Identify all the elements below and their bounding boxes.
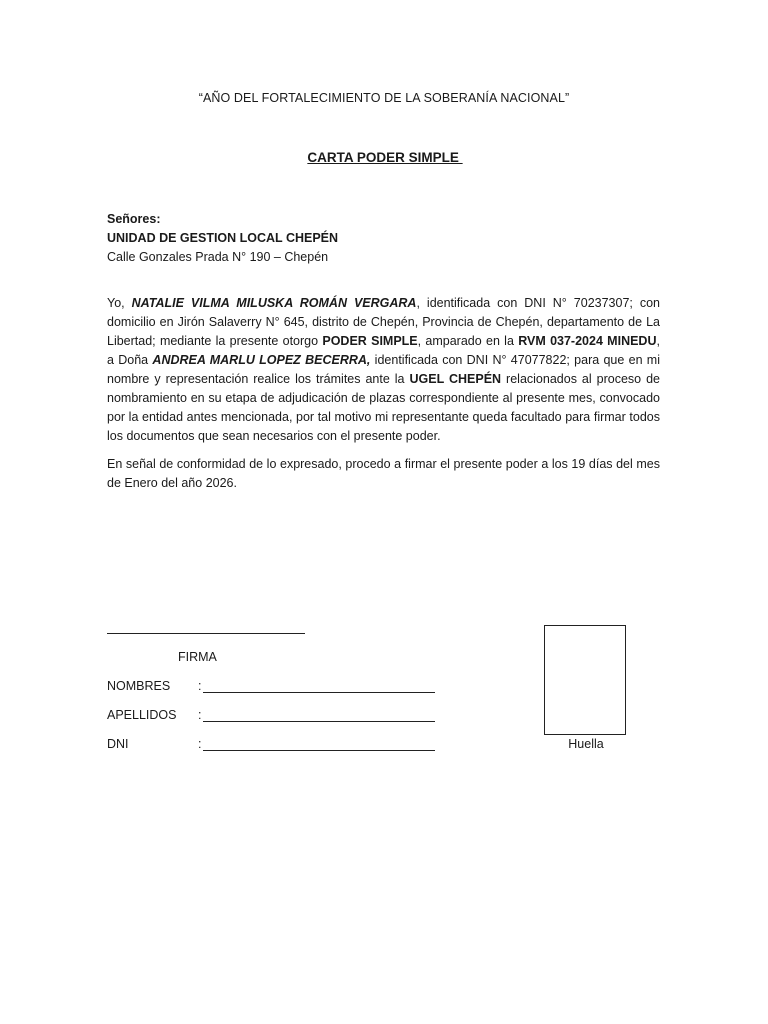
field-colon: :	[198, 708, 202, 722]
text-run: identificada con DNI N° 47077822; para que en mi nombre y representación realice los trámites ante la	[107, 353, 661, 386]
addressee-block	[107, 210, 338, 267]
fingerprint-box	[544, 625, 626, 735]
apellidos-field	[107, 708, 437, 724]
institution-name: UNIDAD DE GESTION LOCAL CHEPÉN	[107, 231, 339, 245]
text-run: , amparado en la	[417, 334, 519, 348]
signature-label: FIRMA	[178, 650, 217, 664]
signature-line	[107, 633, 305, 634]
dni-blank-line	[203, 750, 435, 751]
power-type: PODER SIMPLE	[322, 334, 418, 348]
document-title: CARTA PODER SIMPLE	[307, 150, 463, 165]
nombres-blank-line	[203, 692, 435, 693]
attorney-name: ANDREA MARLU LOPEZ BECERRA,	[152, 353, 371, 367]
text-run: , a Doña	[107, 334, 660, 367]
text-run: Yo,	[107, 296, 132, 310]
rvm-reference: RVM 037-2024 MINEDU	[518, 334, 657, 348]
field-colon: :	[198, 737, 202, 751]
ugel-name: UGEL CHEPÉN	[409, 372, 502, 386]
text-run: , identificada con DNI N° 70237307; con domicilio en Jirón Salaverry N° 645, distrito de Chepén, Provincia de Chepén, departamento de La Libertad; mediante la presente otorgo	[107, 296, 661, 348]
field-colon: :	[198, 679, 202, 693]
institution-address: Calle Gonzales Prada N° 190 – Chepén	[107, 250, 329, 264]
body-paragraph-1	[107, 294, 660, 446]
nombres-label: NOMBRES	[107, 679, 171, 693]
dni-field	[107, 737, 437, 753]
dni-label: DNI	[107, 737, 129, 751]
apellidos-label: APELLIDOS	[107, 708, 177, 722]
grantor-name: NATALIE VILMA MILUSKA ROMÁN VERGARA	[131, 296, 417, 310]
text-run: relacionados al proceso de nombramiento en su etapa de adjudicación de plazas correspondiente al presente mes, convocado por la entidad antes mencionada, por tal motivo mi representante queda facultado para firmar todos los documentos que sean necesarios con el presente poder.	[107, 372, 660, 443]
year-motto: “AÑO DEL FORTALECIMIENTO DE LA SOBERANÍA NACIONAL”	[198, 91, 570, 105]
salutation: Señores:	[107, 212, 161, 226]
letter-body	[107, 294, 660, 502]
fingerprint-label: Huella	[568, 737, 604, 751]
body-paragraph-2: En señal de conformidad de lo expresado, procedo a firmar el presente poder a los 19 días del mes de Enero del año 2026.	[107, 457, 660, 490]
nombres-field	[107, 679, 437, 695]
apellidos-blank-line	[203, 721, 435, 722]
